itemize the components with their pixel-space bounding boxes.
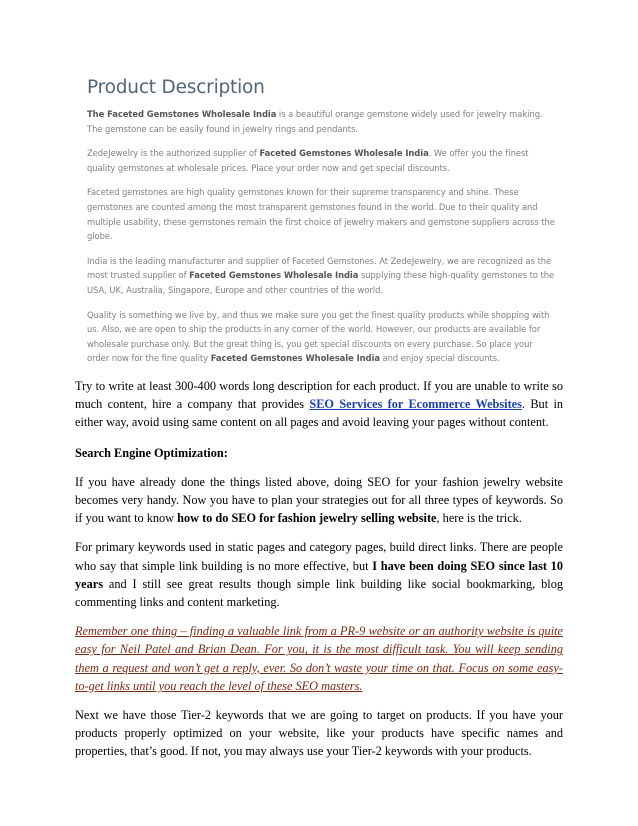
- bold-text: how to do SEO for fashion jewelry selling website: [177, 511, 437, 526]
- bold-text: Faceted Gemstones Wholesale India: [189, 270, 359, 281]
- article-body: [75, 377, 563, 773]
- bold-text: Faceted Gemstones Wholesale India: [210, 353, 380, 364]
- bold-text: I have been doing SEO since last 10 years: [75, 558, 563, 591]
- embedded-paragraph: India is the leading manufacturer and supplier of Faceted Gemstones. At ZedeJewelry, we are recognized as the most trusted supplier of Faceted Gemstones Wholesale India supplying these high-quality gemstones to the USA, UK, Australia, Singapore, Europe and other countries of the world.: [87, 255, 555, 295]
- seo-services-link[interactable]: SEO Services for Ecommerce Websites: [309, 397, 522, 412]
- embedded-paragraph: Faceted gemstones are high quality gemstones known for their supreme transparency and shine. These gemstones are counted among the most transparent gemstones found in the world. Due to their quality and multiple usability, these gemstones remain the first choice of jewelry makers and gemstone suppliers across the globe.: [87, 187, 555, 242]
- bold-text: Faceted Gemstones Wholesale India: [259, 148, 429, 159]
- embedded-product-description-screenshot: [82, 78, 556, 364]
- paragraph: For primary keywords used in static pages and category pages, build direct links. There are people who say that simple link building is no more effective, but I have been doing SEO since last 10 years and I still see great results though simple link building like social bookmarking, blog commenting links and content marketing.: [75, 540, 563, 610]
- embedded-paragraph: The Faceted Gemstones Wholesale India is a beautiful orange gemstone widely used for jewelry making. The gemstone can be easily found in jewelry rings and pendants.: [87, 109, 543, 134]
- bold-text: The Faceted Gemstones Wholesale India: [87, 109, 277, 119]
- paragraph: If you have already done the things listed above, doing SEO for your fashion jewelry website becomes very handy. Now you have to plan your strategies out for all three types of keywords. So if you want to know how to do SEO for fashion jewelry selling website, here is the trick.: [75, 474, 563, 526]
- embedded-paragraph: ZedeJewelry is the authorized supplier of Faceted Gemstones Wholesale India. We offer you the finest quality gemstones at wholesale prices. Place your order now and get special discounts.: [87, 148, 529, 173]
- embedded-paragraph: Quality is something we live by, and thus we make sure you get the finest quality products while shopping with us. Also, we are open to ship the products in any corner of the world. However, our products are available for wholesale purchase only. But the great thing is, you get special discounts on every purchase. So place your order now for the fine quality Faceted Gemstones Wholesale India and enjoy special discounts.: [87, 309, 550, 364]
- section-heading: Search Engine Optimization:: [75, 445, 228, 460]
- product-description-heading: Product Description: [87, 77, 265, 98]
- quote-paragraph: Remember one thing – finding a valuable link from a PR-9 website or an authority website is quite easy for Neil Patel and Brian Dean. For you, it is the most difficult task. You will keep sending them a request and won’t get a reply, ever. So don’t waste your time on that. Focus on some easy-to-get links until you reach the level of these SEO masters.: [75, 624, 563, 693]
- paragraph: Next we have those Tier-2 keywords that we are going to target on products. If you have your products properly optimized on your website, like your products have specific names and properties, that’s good. If not, you may always use your Tier-2 keywords with your products.: [75, 708, 563, 759]
- paragraph: Try to write at least 300-400 words long description for each product. If you are unable to write so much content, hire a company that provides SEO Services for Ecommerce Websites. But in either way, avoid using same content on all pages and avoid leaving your pages without content.: [75, 379, 564, 430]
